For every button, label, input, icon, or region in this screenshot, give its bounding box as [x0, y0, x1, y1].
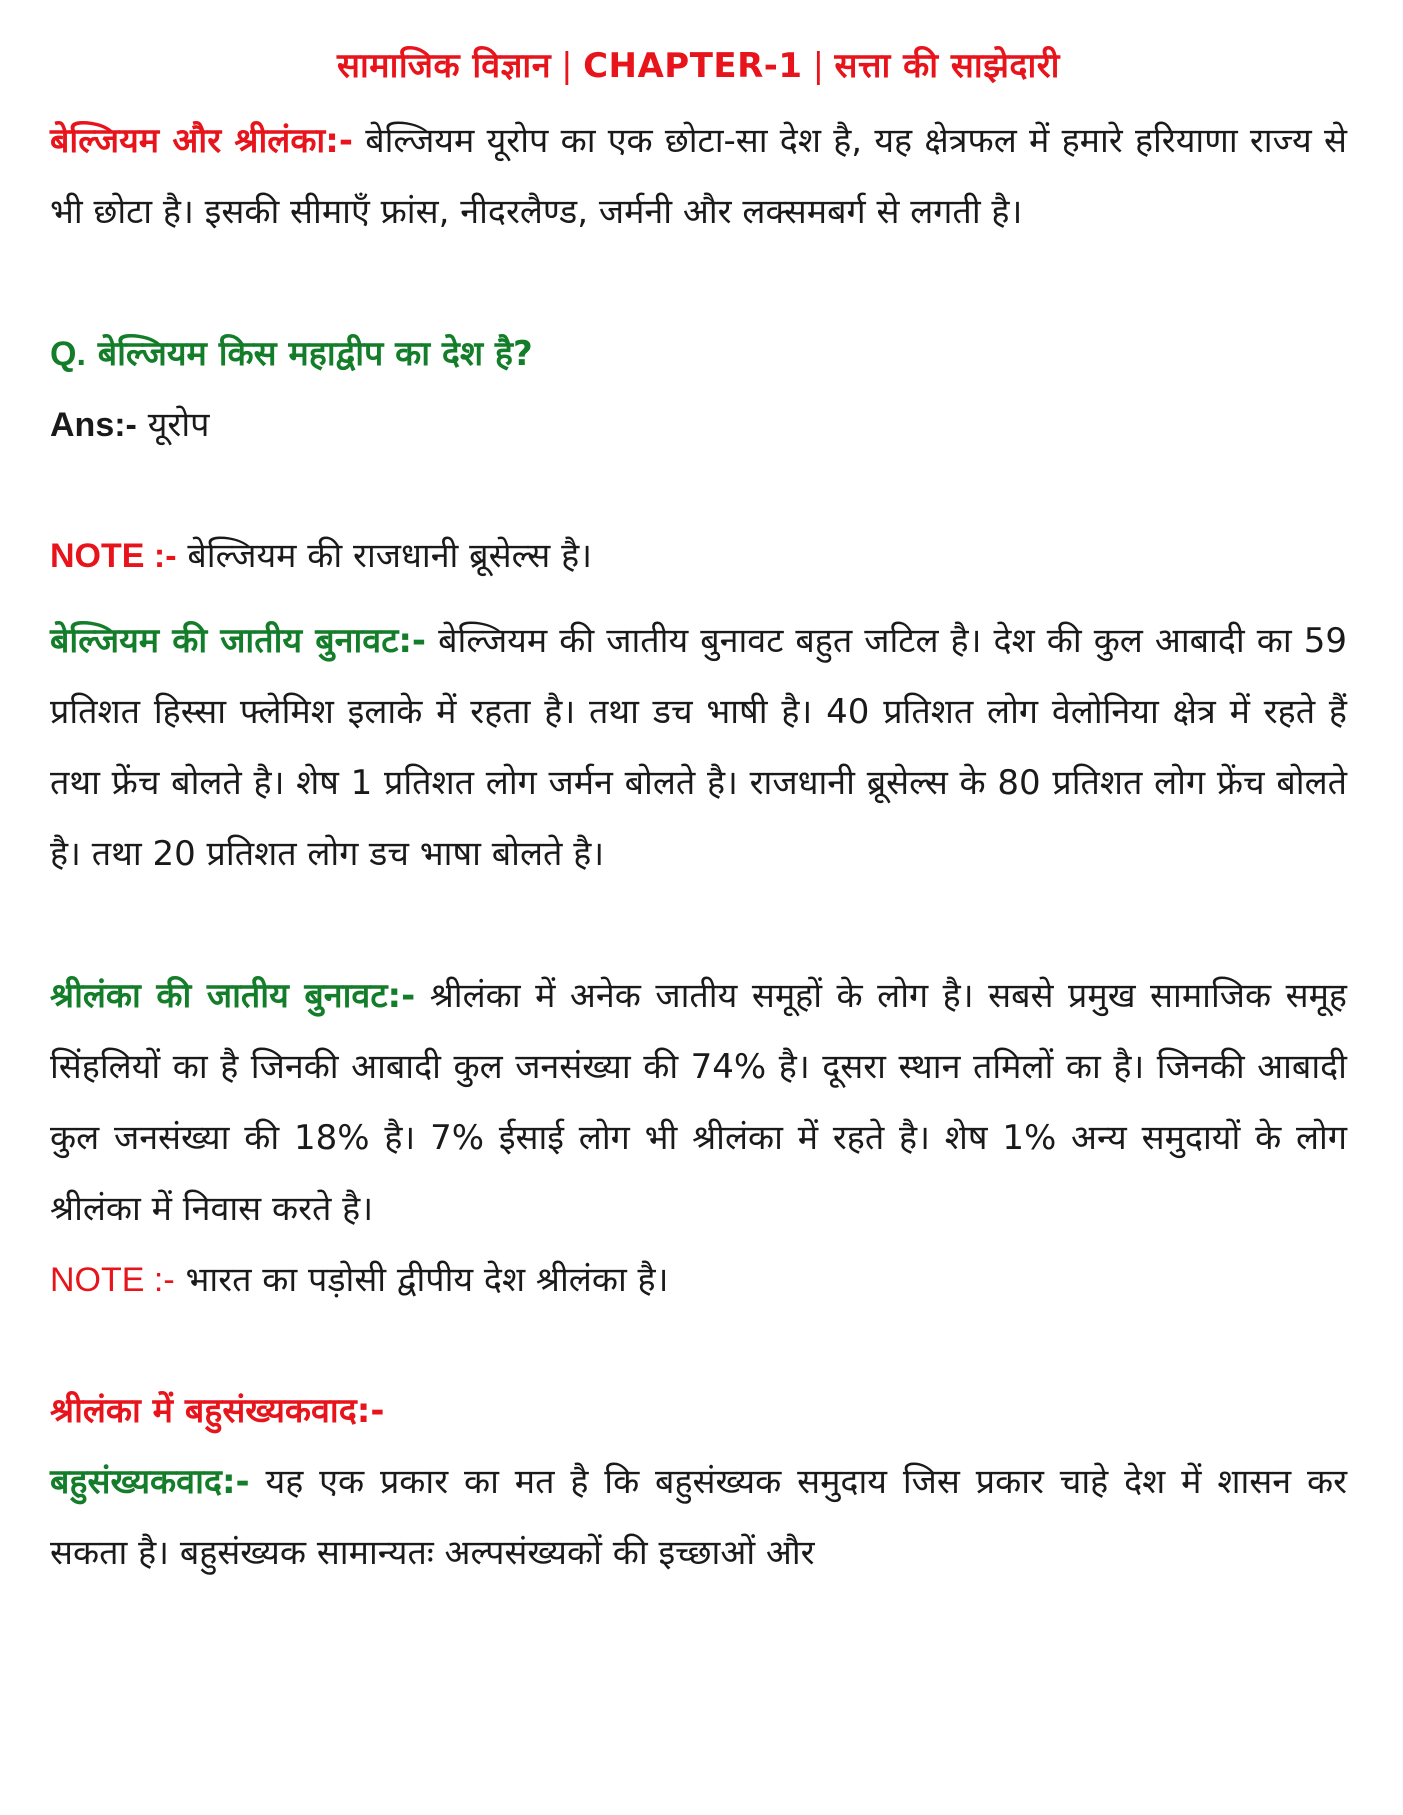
note-line — [50, 1245, 1347, 1316]
majoritarianism-paragraph — [50, 1447, 1347, 1589]
spacer — [50, 890, 1347, 961]
question-label: Q. — [50, 335, 86, 373]
note-label: NOTE :- — [50, 1261, 175, 1299]
answer-text: यूरोप — [147, 405, 210, 445]
spacer — [50, 1316, 1347, 1376]
note-line — [50, 521, 1347, 592]
spacer — [50, 592, 1347, 606]
section-heading: बहुसंख्यकवाद:- — [50, 1462, 250, 1502]
title-separator: | — [561, 46, 574, 86]
question-text: बेल्जियम किस महाद्वीप का देश है? — [97, 334, 533, 374]
paragraph-text: यह एक प्रकार का मत है कि बहुसंख्यक समुदाय जिस प्रकार चाहे देश में शासन कर सकता है। बहुसंख्यक सामान्यतः अल्पसंख्यकों की इच्छाओं और — [50, 1462, 1347, 1573]
section-heading: बेल्जियम और श्रीलंका:- — [50, 121, 353, 161]
belgium-srilanka-paragraph — [50, 106, 1347, 248]
answer-line — [50, 390, 1347, 461]
belgium-ethnic-paragraph — [50, 606, 1347, 890]
subject-title: सामाजिक विज्ञान — [337, 46, 552, 86]
paragraph-text: बेल्जियम की जातीय बुनावट बहुत जटिल है। देश की कुल आबादी का 59 प्रतिशत हिस्सा फ्लेमिश इलाके में रहता है। तथा डच भाषी है। 40 प्रतिशत लोग वेलोनिया क्षेत्र में रहते हैं तथा फ्रेंच बोलते है। शेष 1 प्रतिशत लोग जर्मन बोलते है। राजधानी ब्रूसेल्स के 80 प्रतिशत लोग फ्रेंच बोलते है। तथा 20 प्रतिशत लोग डच भाषा बोलते है। — [50, 621, 1347, 874]
srilanka-ethnic-paragraph — [50, 961, 1347, 1245]
note-text: बेल्जियम की राजधानी ब्रूसेल्स है। — [187, 536, 593, 576]
section-heading: श्रीलंका की जातीय बुनावट:- — [50, 976, 416, 1016]
section-heading: श्रीलंका में बहुसंख्यकवाद:- — [50, 1391, 385, 1431]
topic-title: सत्ता की साझेदारी — [834, 46, 1060, 86]
paragraph-text: बेल्जियम यूरोप का एक छोटा-सा देश है, यह क्षेत्रफल में हमारे हरियाणा राज्य से भी छोटा है। इसकी सीमाएँ फ्रांस, नीदरलैण्ड, जर्मनी और लक्समबर्ग से लगती है। — [50, 121, 1347, 232]
note-text: भारत का पड़ोसी द्वीपीय देश श्रीलंका है। — [185, 1260, 669, 1300]
question-line — [50, 319, 1347, 390]
spacer — [50, 248, 1347, 319]
note-label: NOTE :- — [50, 537, 177, 575]
paragraph-text: श्रीलंका में अनेक जातीय समूहों के लोग है। सबसे प्रमुख सामाजिक समूह सिंहलियों का है जिनकी आबादी कुल जनसंख्या की 74% है। दूसरा स्थान तमिलों का है। जिनकी आबादी कुल जनसंख्या की 18% है। 7% ईसाई लोग भी श्रीलंका में रहते है। शेष 1% अन्य समुदायों के लोग श्रीलंका में निवास करते है। — [50, 976, 1347, 1229]
spacer — [50, 461, 1347, 521]
answer-label: Ans:- — [50, 406, 137, 444]
title-separator: | — [812, 46, 825, 86]
page-title — [50, 44, 1347, 88]
section-heading: बेल्जियम की जातीय बुनावट:- — [50, 621, 427, 661]
chapter-title: CHAPTER-1 — [583, 46, 803, 86]
